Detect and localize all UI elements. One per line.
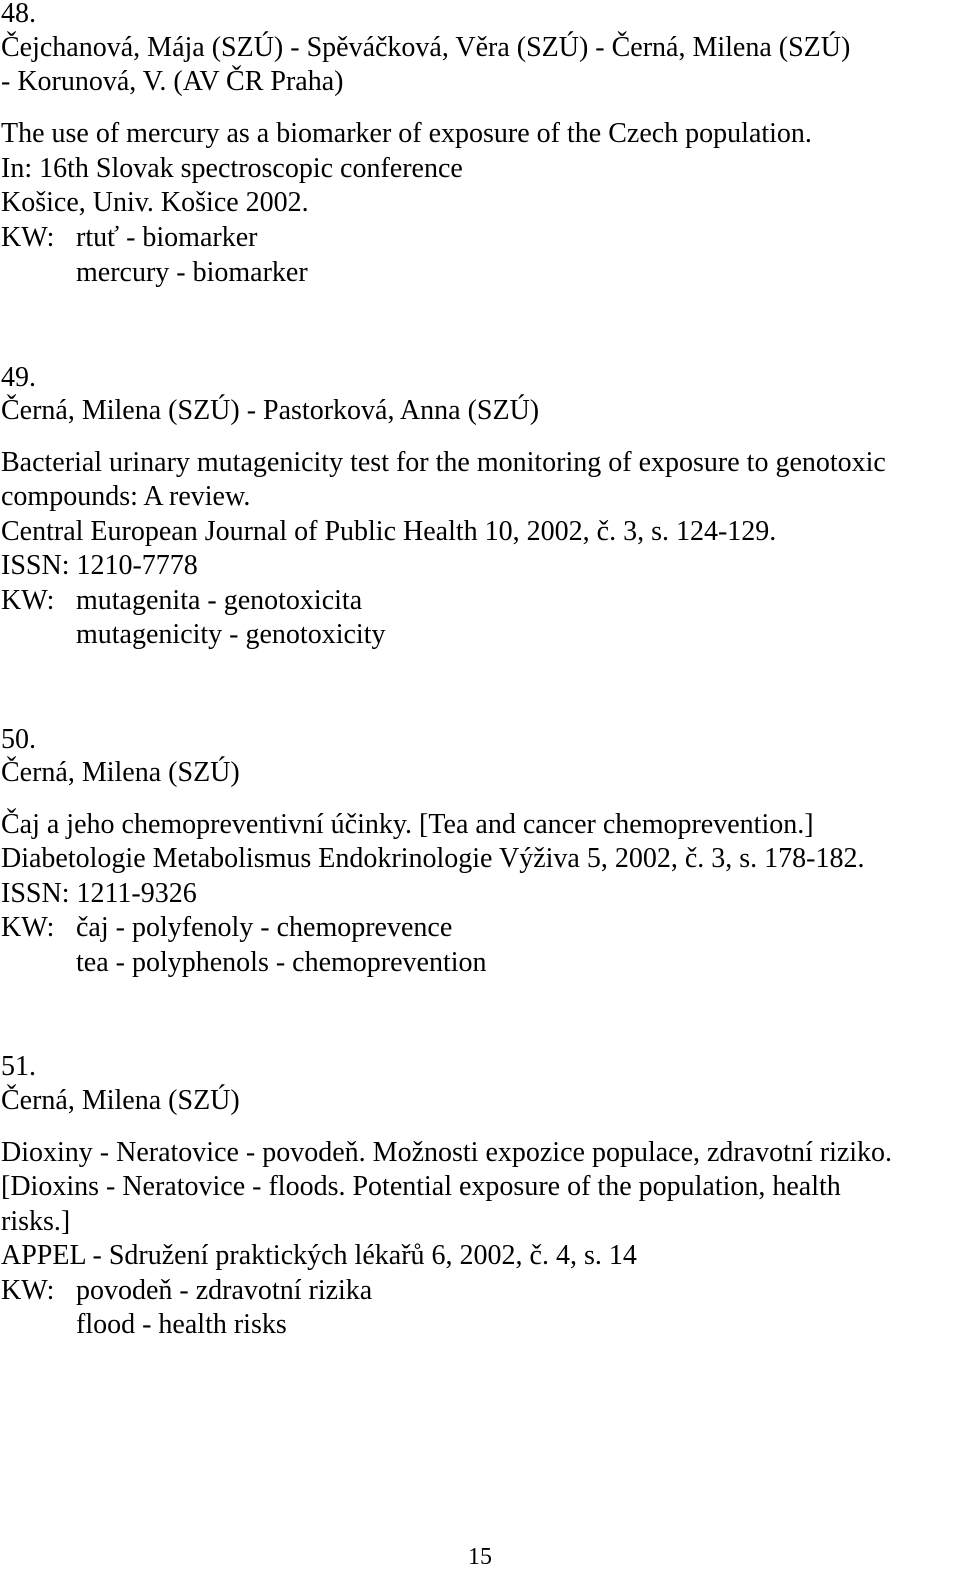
page-number: 15 <box>468 1544 492 1570</box>
keywords-czech: čaj - polyfenoly - chemoprevence <box>76 912 453 943</box>
entry-title-continued: compounds: A review. <box>1 481 251 512</box>
keywords-label: KW: <box>1 912 55 943</box>
entry-number: 49. <box>1 362 36 393</box>
keywords-english: mutagenicity - genotoxicity <box>76 619 386 650</box>
entry-title-continued: risks.] <box>1 1206 71 1237</box>
entry-issn: ISSN: 1210-7778 <box>1 550 198 581</box>
entry-source: In: 16th Slovak spectroscopic conference <box>1 153 463 184</box>
entry-keywords <box>1 914 452 942</box>
entry-title: Čaj a jeho chemopreventivní účinky. [Tea and cancer chemoprevention.] <box>1 809 814 840</box>
entry-source-continued: Košice, Univ. Košice 2002. <box>1 187 309 218</box>
keywords-english: tea - polyphenols - chemoprevention <box>76 947 487 978</box>
keywords-label: KW: <box>1 222 55 253</box>
keywords-english: flood - health risks <box>76 1309 287 1340</box>
entry-source: APPEL - Sdružení praktických lékařů 6, 2002, č. 4, s. 14 <box>1 1240 637 1271</box>
entry-title-continued: [Dioxins - Neratovice - floods. Potential exposure of the population, health <box>1 1171 841 1202</box>
entry-keywords <box>1 1277 372 1305</box>
entry-issn: ISSN: 1211-9326 <box>1 878 197 909</box>
entry-source: Diabetologie Metabolismus Endokrinologie Výživa 5, 2002, č. 3, s. 178-182. <box>1 843 865 874</box>
entry-title: The use of mercury as a biomarker of exposure of the Czech population. <box>1 118 812 149</box>
keywords-czech: povodeň - zdravotní rizika <box>76 1275 373 1306</box>
keywords-czech: rtuť - biomarker <box>76 222 258 253</box>
entry-keywords <box>1 587 362 615</box>
keywords-czech: mutagenita - genotoxicita <box>76 585 363 616</box>
keywords-english: mercury - biomarker <box>76 257 308 288</box>
entry-title: Dioxiny - Neratovice - povodeň. Možnosti expozice populace, zdravotní riziko. <box>1 1137 893 1168</box>
entry-number: 51. <box>1 1051 36 1082</box>
entry-authors-continued: - Korunová, V. (AV ČR Praha) <box>1 66 344 97</box>
entry-authors: Černá, Milena (SZÚ) - Pastorková, Anna (SZÚ) <box>1 395 540 426</box>
entry-authors: Černá, Milena (SZÚ) <box>1 757 240 788</box>
entry-title: Bacterial urinary mutagenicity test for the monitoring of exposure to genotoxic <box>1 447 886 478</box>
keywords-label: KW: <box>1 1275 55 1306</box>
entry-authors: Čejchanová, Mája (SZÚ) - Spěváčková, Věra (SZÚ) - Černá, Milena (SZÚ) <box>1 32 851 63</box>
entry-source: Central European Journal of Public Health 10, 2002, č. 3, s. 124-129. <box>1 516 777 547</box>
keywords-label: KW: <box>1 585 55 616</box>
entry-number: 48. <box>1 0 36 29</box>
entry-number: 50. <box>1 724 36 755</box>
entry-authors: Černá, Milena (SZÚ) <box>1 1085 240 1116</box>
entry-keywords <box>1 224 257 252</box>
